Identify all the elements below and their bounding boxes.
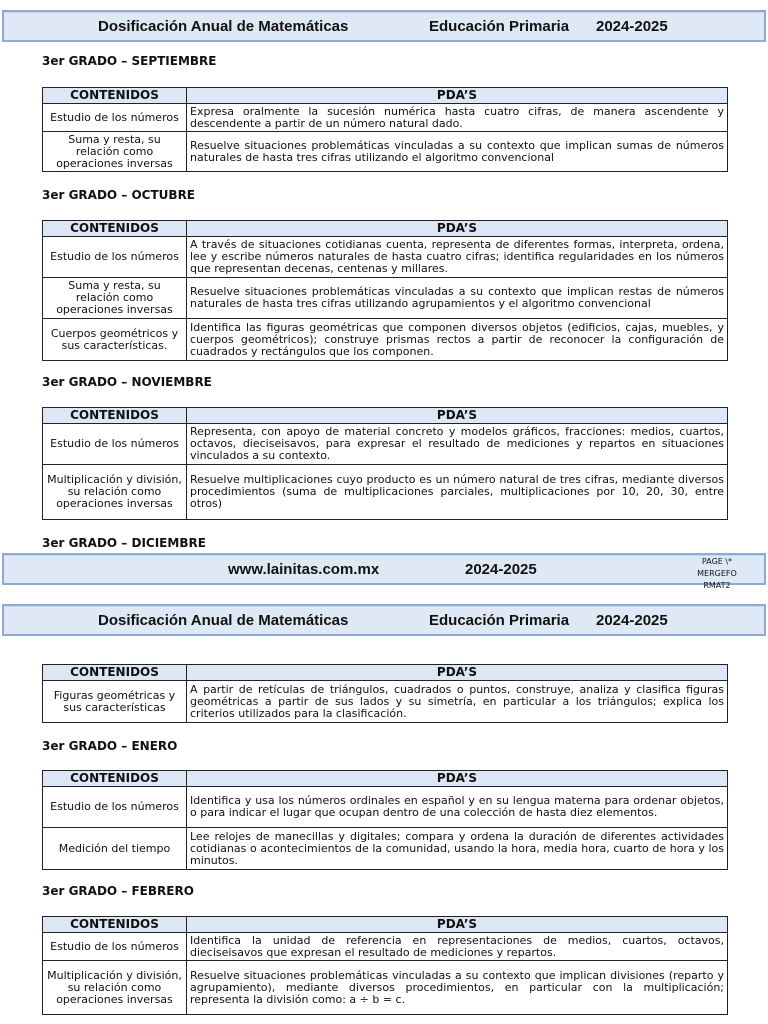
table-noviembre <box>42 407 728 520</box>
table-row <box>43 237 728 278</box>
table-row <box>43 681 728 723</box>
column-header-pdas: PDA’S <box>187 771 728 787</box>
section-heading-diciembre: 3er GRADO – DICIEMBRE <box>42 536 206 550</box>
pda-cell: Identifica las figuras geométricas que componen diversos objetos (edificios, cajas, muebles, y cuerpos geométricos); construye prismas rectos a partir de reconocer la configuración de cuadrados y rectángulos que los componen. <box>187 319 728 361</box>
table-octubre <box>42 220 728 361</box>
table-row <box>43 319 728 361</box>
content-cell: Figuras geométricas y sus características <box>43 681 187 723</box>
mergefield-line: RMAT2 <box>703 581 731 590</box>
footer-year: 2024-2025 <box>465 561 537 578</box>
content-cell: Cuerpos geométricos y sus características. <box>43 319 187 361</box>
table-row <box>43 465 728 520</box>
table-row <box>43 104 728 132</box>
content-cell: Multiplicación y división, su relación como operaciones inversas <box>43 465 187 520</box>
page-footer-banner <box>2 553 766 585</box>
pda-cell: A través de situaciones cotidianas cuenta, representa de diferentes formas, interpreta, ordena, lee y escribe números naturales de hasta cuatro cifras; identifica regularidades en los números que representan decenas, centenas y millares. <box>187 237 728 278</box>
page-header-banner <box>2 604 766 636</box>
content-cell: Estudio de los números <box>43 933 187 961</box>
column-header-contenidos: CONTENIDOS <box>43 771 187 787</box>
table-row <box>43 424 728 465</box>
content-cell: Estudio de los números <box>43 237 187 278</box>
column-header-contenidos: CONTENIDOS <box>43 221 187 237</box>
content-cell: Medición del tiempo <box>43 828 187 870</box>
section-heading-febrero: 3er GRADO – FEBRERO <box>42 884 194 898</box>
document-title: Dosificación Anual de Matemáticas <box>98 18 349 35</box>
column-header-contenidos: CONTENIDOS <box>43 88 187 104</box>
column-header-pdas: PDA’S <box>187 88 728 104</box>
mergefield-line: MERGEFO <box>697 569 737 578</box>
content-cell: Suma y resta, su relación como operaciones inversas <box>43 278 187 319</box>
school-year: 2024-2025 <box>596 18 668 35</box>
column-header-pdas: PDA’S <box>187 917 728 933</box>
school-year: 2024-2025 <box>596 612 668 629</box>
pda-cell: Resuelve situaciones problemáticas vinculadas a su contexto que implican restas de números naturales de hasta tres cifras utilizando agrupamientos y el algoritmo convencional <box>187 278 728 319</box>
table-febrero <box>42 916 728 1015</box>
table-row <box>43 132 728 172</box>
content-cell: Estudio de los números <box>43 424 187 465</box>
table-row <box>43 961 728 1015</box>
pda-cell: Expresa oralmente la sucesión numérica hasta cuatro cifras, de manera ascendente y descendente a partir de un número natural dado. <box>187 104 728 132</box>
table-row <box>43 828 728 870</box>
column-header-pdas: PDA’S <box>187 665 728 681</box>
education-level: Educación Primaria <box>429 18 570 35</box>
pda-cell: Identifica y usa los números ordinales en español y en su lengua materna para ordenar objetos, o para indicar el lugar que ocupan dentro de una colección de hasta diez elementos. <box>187 787 728 828</box>
content-cell: Multiplicación y división, su relación como operaciones inversas <box>43 961 187 1015</box>
table-diciembre <box>42 664 728 723</box>
page-mergefield-code <box>672 556 762 592</box>
table-row <box>43 278 728 319</box>
content-cell: Estudio de los números <box>43 104 187 132</box>
column-header-pdas: PDA’S <box>187 221 728 237</box>
pda-cell: Resuelve multiplicaciones cuyo producto es un número natural de tres cifras, mediante diversos procedimientos (suma de multiplicaciones parciales, multiplicaciones por 10, 20, 30, entre otros) <box>187 465 728 520</box>
section-heading-octubre: 3er GRADO – OCTUBRE <box>42 188 195 202</box>
section-heading-septiembre: 3er GRADO – SEPTIEMBRE <box>42 54 217 68</box>
table-septiembre <box>42 87 728 172</box>
pda-cell: Resuelve situaciones problemáticas vinculadas a su contexto que implican divisiones (reparto y agrupamiento), mediante diversos procedimientos, en particular con la multiplicación; representa la división como: a ÷ b = c. <box>187 961 728 1015</box>
pda-cell: Identifica la unidad de referencia en representaciones de medios, cuartos, octavos, dieciseisavos que expresan el resultado de mediciones y repartos. <box>187 933 728 961</box>
table-row <box>43 787 728 828</box>
table-row <box>43 933 728 961</box>
section-heading-enero: 3er GRADO – ENERO <box>42 739 178 753</box>
document-title: Dosificación Anual de Matemáticas <box>98 612 349 629</box>
pda-cell: A partir de retículas de triángulos, cuadrados o puntos, construye, analiza y clasifica figuras geométricas a partir de sus lados y su simetría, en particular a los triángulos; explica los criterios utilizados para la clasificación. <box>187 681 728 723</box>
column-header-contenidos: CONTENIDOS <box>43 917 187 933</box>
pda-cell: Resuelve situaciones problemáticas vinculadas a su contexto que implican sumas de números naturales de hasta tres cifras utilizando el algoritmo convencional <box>187 132 728 172</box>
column-header-contenidos: CONTENIDOS <box>43 408 187 424</box>
table-enero <box>42 770 728 870</box>
page-header-banner <box>2 10 766 42</box>
column-header-contenidos: CONTENIDOS <box>43 665 187 681</box>
pda-cell: Representa, con apoyo de material concreto y modelos gráficos, fracciones: medios, cuartos, octavos, dieciseisavos, para expresar el resultado de mediciones y repartos en situaciones vinculados a su contexto. <box>187 424 728 465</box>
education-level: Educación Primaria <box>429 612 570 629</box>
column-header-pdas: PDA’S <box>187 408 728 424</box>
content-cell: Suma y resta, su relación como operaciones inversas <box>43 132 187 172</box>
mergefield-line: PAGE \* <box>701 557 733 566</box>
section-heading-noviembre: 3er GRADO – NOVIEMBRE <box>42 375 212 389</box>
content-cell: Estudio de los números <box>43 787 187 828</box>
pda-cell: Lee relojes de manecillas y digitales; compara y ordena la duración de diferentes actividades cotidianas o acontecimientos de la comunidad, usando la hora, media hora, cuarto de hora y los minutos. <box>187 828 728 870</box>
website-url: www.lainitas.com.mx <box>228 561 380 578</box>
